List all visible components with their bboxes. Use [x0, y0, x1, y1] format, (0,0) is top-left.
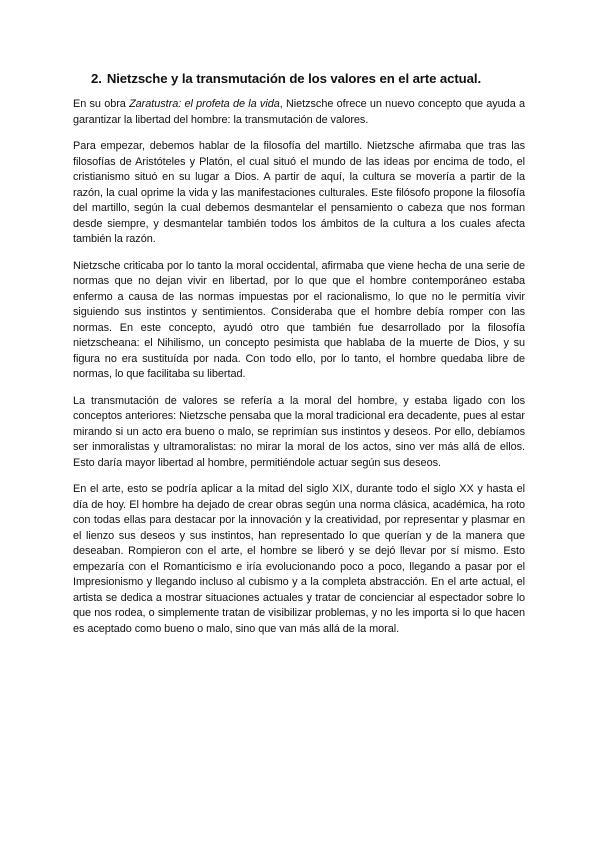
paragraph-transmutacion: La transmutación de valores se refería a la moral del hombre, y estaba ligado con los conceptos anteriores: Nietzsche pensaba que la moral tradicional era decadente, pues al estar mirando si un acto era bueno o malo, se reprimían sus instintos y deseos. Por ello, debíamos ser inmoralistas y ultramoralistas: no mirar la moral de los actos, sino ver más allá de ellos. Esto daría mayor libertad al hombre, permitiéndole actuar según sus deseos. — [73, 394, 525, 469]
section-title: Nietzsche y la transmutación de los valores en el arte actual. — [106, 71, 482, 86]
paragraph-intro — [73, 97, 525, 128]
section-number: 2. — [91, 71, 102, 86]
paragraph-moral-occidental: Nietzsche criticaba por lo tanto la moral occidental, afirmaba que viene hecha de una serie de normas que no dejan vivir en libertad, por lo que que el hombre contemporáneo estaba enfermo a causa de las normas impuestas por el racionalismo, lo que no le permitía vivir siguiendo sus instintos y sentimientos. Consideraba que el hombre debía romper con las normas. En este concepto, ayudó otro que también fue desarrollado por la filosofía nietzscheana: el Nihilismo, un concepto pesimista que hablaba de la muerte de Dios, y su figura no era sustituída por nada. Con todo ello, por lo tanto, el hombre quedaba libre de normas, lo que facilitaba su libertad. — [73, 259, 525, 380]
section-heading — [91, 70, 531, 87]
paragraph-intro-lead: En su obra — [73, 98, 130, 110]
paragraph-martillo: Para empezar, debemos hablar de la filosofía del martillo. Nietzsche afirmaba que tras las filosofías de Aristóteles y Platón, el cual situó el mundo de las ideas por encima de todo, el cristianismo situó en su lugar a Dios. A partir de aquí, la cultura se movería a partir de la razón, la cual oprime la vida y las manifestaciones culturales. Este filósofo propone la filosofía del martillo, según la cual debemos desmantelar el pensamiento o cabeza que nos forman desde siempre, y desmantelar también todos los ámbitos de la cultura a los cuales afecta también la razón. — [73, 140, 525, 245]
document-body — [73, 97, 525, 648]
paragraph-arte: En el arte, esto se podría aplicar a la mitad del siglo XIX, durante todo el siglo XX y hasta el día de hoy. El hombre ha dejado de crear obras según una norma clásica, académica, ha roto con todas ellas para destacar por la innovación y la creatividad, por representar y plasmar en el lienzo sus deseos y sus instintos, han representado lo que querían y de la manera que deseaban. Rompieron con el arte, el hombre se liberó y se dejó llevar por sí mismo. Esto empezaría con el Romanticismo e iría evolucionando poco a poco, llegando a pasar por el Impresionismo y llegando incluso al cubismo y a la completa abstracción. En el arte actual, el artista se dedica a mostrar situaciones actuales y tratar de concienciar al espectador sobre lo que nos rodea, o simplemente tratan de visibilizar problemas, y no les importa si lo que hacen es aceptado como bueno o malo, sino que van más allá de la moral. — [73, 483, 525, 635]
book-title: Zaratustra: el profeta de la vida — [129, 98, 280, 110]
paragraph-intro-rest: , Nietzsche ofrece un nuevo concepto que ayuda a garantizar la libertad del hombre: la transmutación de valores. — [73, 98, 525, 126]
